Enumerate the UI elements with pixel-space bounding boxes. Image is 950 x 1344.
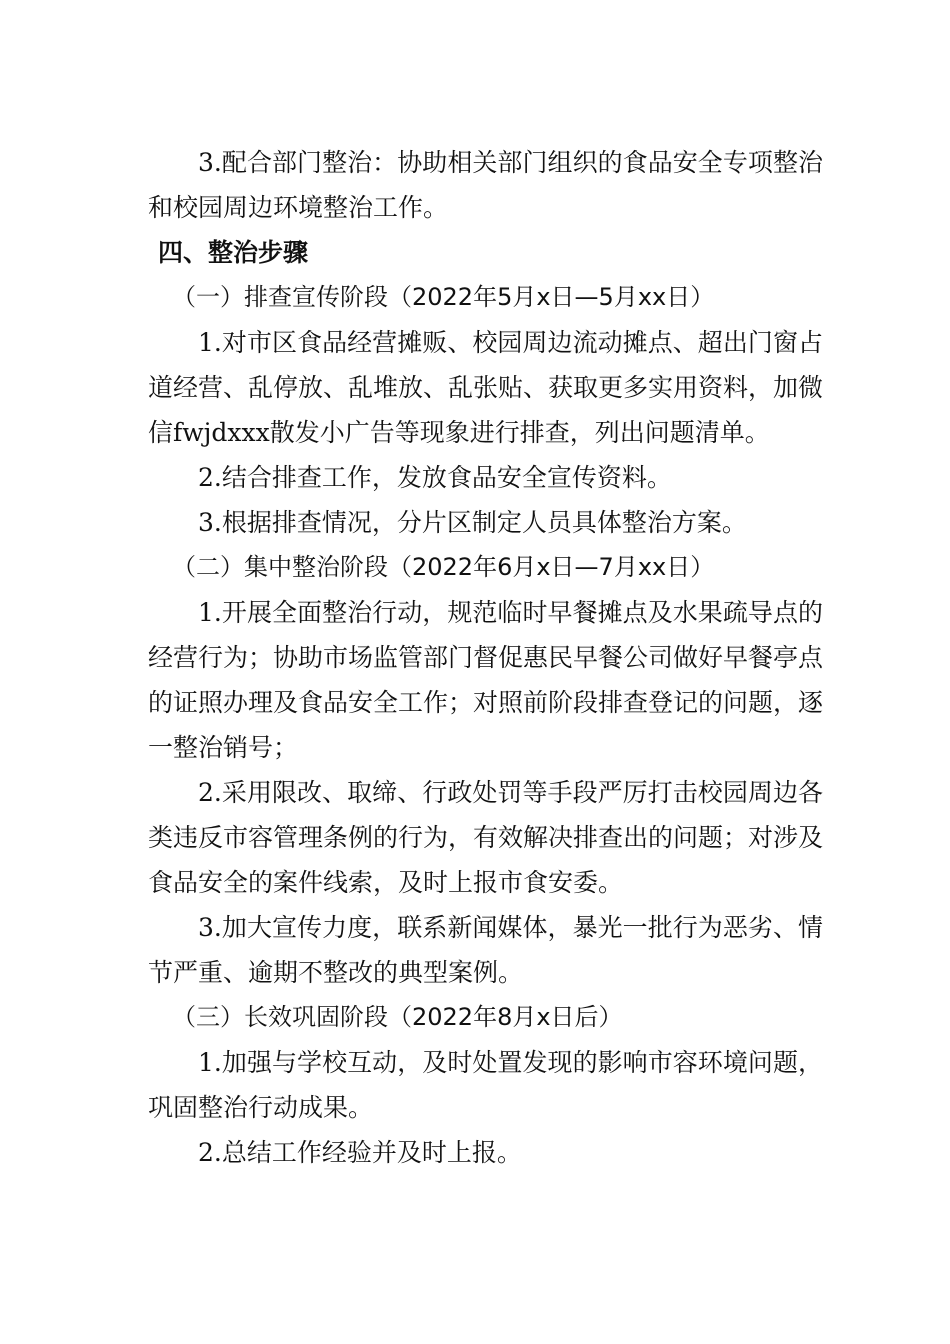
paragraph-stage3-item2: 2.总结工作经验并及时上报。: [198, 1138, 522, 1167]
paragraph-stage1-item1: 1.对市区食品经营摊贩、校园周边流动摊点、超出门窗占道经营、乱停放、乱堆放、乱张贴、获取更多实用资料，加微信fwjdxxx散发小广告等现象进行排查，列出问题清单。: [148, 328, 824, 447]
section-heading-steps: 四、整治步骤: [158, 238, 309, 267]
paragraph-stage3-item1: 1.加强与学校互动，及时处置发现的影响市容环境问题，巩固整治行动成果。: [148, 1048, 823, 1122]
paragraph-stage2-item2: 2.采用限改、取缔、行政处罚等手段严厉打击校园周边各类违反市容管理条例的行为，有效解决排查出的问题；对涉及食品安全的案件线索，及时上报市食安委。: [148, 778, 824, 897]
paragraph-stage2-item3: 3.加大宣传力度，联系新闻媒体，暴光一批行为恶劣、情节严重、逾期不整改的典型案例。: [148, 913, 823, 987]
subheading-stage-investigation: （一）排查宣传阶段（2022年5月x日—5月xx日）: [172, 283, 715, 311]
subheading-stage-concentrated: （二）集中整治阶段（2022年6月x日—7月xx日）: [172, 553, 715, 581]
document-body: [148, 140, 823, 1175]
paragraph-cooperate-rectification: 3.配合部门整治：协助相关部门组织的食品安全专项整治和校园周边环境整治工作。: [148, 148, 823, 222]
paragraph-stage2-item1: 1.开展全面整治行动，规范临时早餐摊点及水果疏导点的经营行为；协助市场监管部门督促惠民早餐公司做好早餐亭点的证照办理及食品安全工作；对照前阶段排查登记的问题，逐一整治销号；: [148, 598, 824, 762]
subheading-stage-consolidation: （三）长效巩固阶段（2022年8月x日后）: [172, 1003, 623, 1031]
paragraph-stage1-item2: 2.结合排查工作，发放食品安全宣传资料。: [198, 463, 672, 492]
paragraph-stage1-item3: 3.根据排查情况，分片区制定人员具体整治方案。: [198, 508, 747, 537]
